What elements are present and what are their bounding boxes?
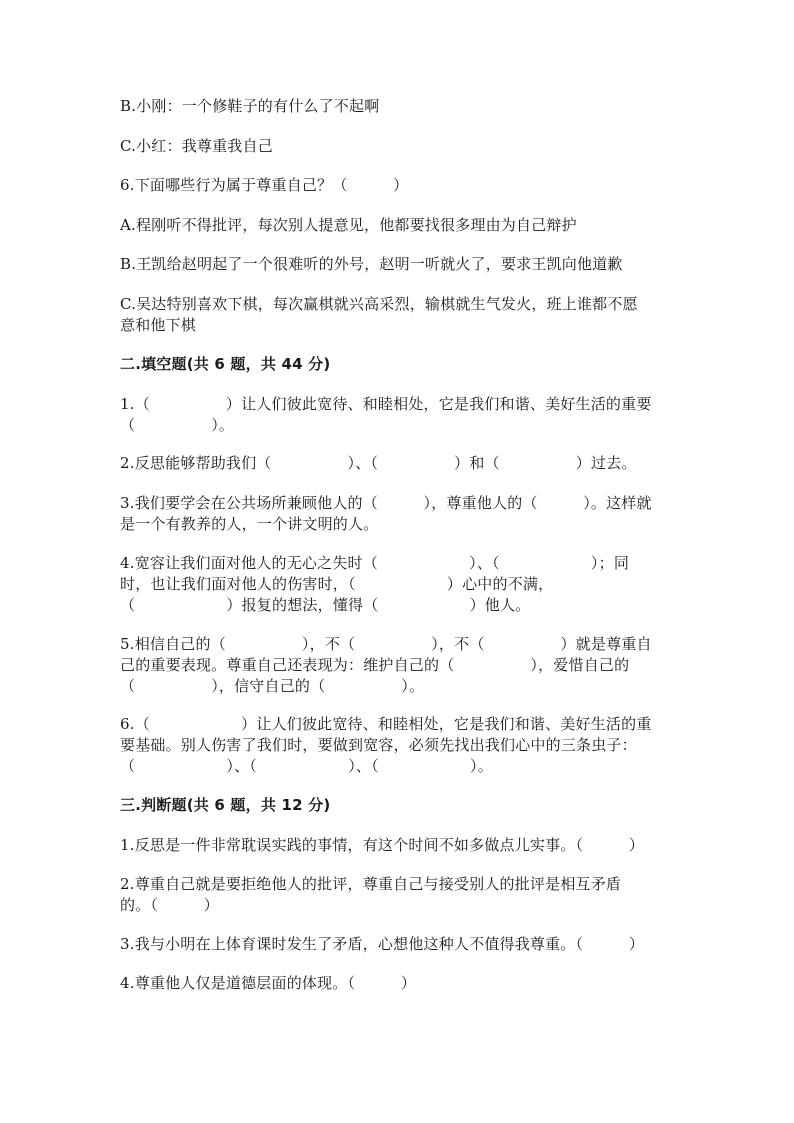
option-b-line: B.小刚：一个修鞋子的有什么了不起啊 [120, 97, 380, 115]
fill-question-1-line2: （ ）。 [120, 416, 235, 434]
fill-question-2-line1: 2.反思能够帮助我们（ ）、（ ）和（ ）过去。 [120, 454, 637, 472]
fill-question-5-line1: 5.相信自己的（ ），不（ ），不（ ）就是尊重自 [120, 635, 652, 653]
fill-question-4-line2: 时，也让我们面对他人的伤害时，（ ）心中的不满， [120, 575, 554, 593]
judge-question-2-line1: 2.尊重自己就是要拒绝他人的批评，尊重自己与接受别人的批评是相互矛盾 [120, 875, 622, 893]
fill-question-3-line1: 3.我们要学会在公共场所兼顾他人的（ ），尊重他人的（ ）。这样就 [120, 494, 652, 512]
fill-question-5-line2: 己的重要表现。尊重自己还表现为：维护自己的（ ），爱惜自己的 [120, 656, 630, 674]
question-6-option-c-line2: 意和他下棋 [120, 316, 197, 334]
question-6-option-a: A.程刚听不得批评，每次别人提意见，他都要找很多理由为自己辩护 [120, 216, 577, 234]
fill-question-4-line3: （ ）报复的想法，懂得（ ）他人。 [120, 596, 531, 614]
question-6-option-c-line1: C.吴达特别喜欢下棋，每次赢棋就兴高采烈，输棋就生气发火，班上谁都不愿 [120, 295, 638, 313]
question-6-option-b: B.王凯给赵明起了一个很难听的外号，赵明一听就火了，要求王凯向他道歉 [120, 255, 623, 273]
section-2-heading: 二.填空题(共 6 题，共 44 分) [120, 355, 331, 373]
judge-question-2-line2: 的。（ ） [120, 896, 219, 914]
option-c-line: C.小红：我尊重我自己 [120, 137, 273, 155]
fill-question-4-line1: 4.宽容让我们面对他人的无心之失时（ ）、（ ）；同 [120, 554, 630, 572]
fill-question-6-line2: 要基础。别人伤害了我们时，要做到宽容，必须先找出我们心中的三条虫子： [120, 736, 637, 754]
judge-question-1: 1.反思是一件非常耽误实践的事情，有这个时间不如多做点儿实事。（ ） [120, 836, 645, 854]
fill-question-3-line2: 是一个有教养的人，一个讲文明的人。 [120, 515, 379, 533]
fill-question-6-line3: （ ）、（ ）、（ ）。 [120, 757, 493, 775]
fill-question-1-line1: 1.（ ）让人们彼此宽待、和睦相处，它是我们和谐、美好生活的重要 [120, 395, 652, 413]
fill-question-5-line3: （ ），信守自己的（ ）。 [120, 677, 425, 695]
judge-question-4: 4.尊重他人仅是道德层面的体现。（ ） [120, 974, 417, 992]
section-3-heading: 三.判断题(共 6 题，共 12 分) [120, 796, 331, 814]
question-6-stem: 6.下面哪些行为属于尊重自己？（ ） [120, 176, 409, 194]
fill-question-6-line1: 6.（ ）让人们彼此宽待、和睦相处，它是我们和谐、美好生活的重 [120, 715, 652, 733]
judge-question-3: 3.我与小明在上体育课时发生了矛盾，心想他这种人不值得我尊重。（ ） [120, 935, 645, 953]
